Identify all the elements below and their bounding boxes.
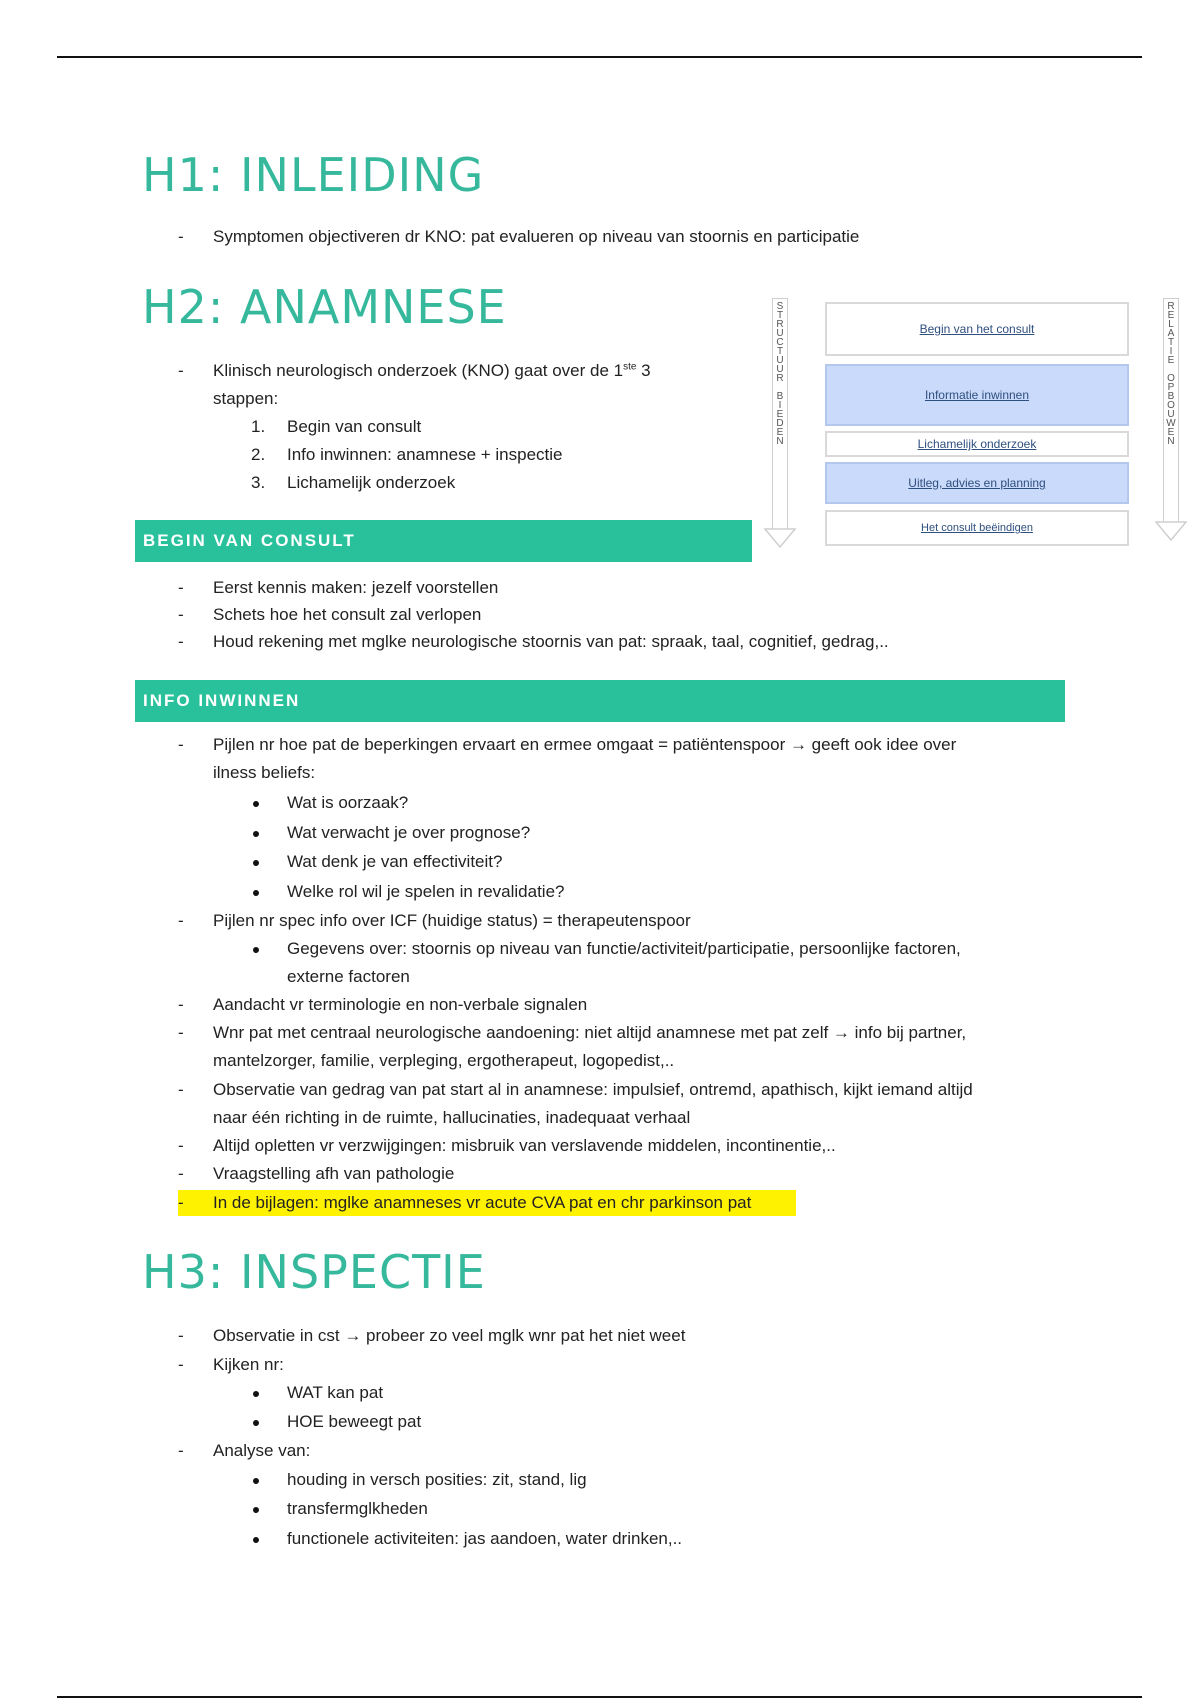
bullet-dash: -	[178, 227, 184, 246]
top-rule	[57, 56, 1142, 58]
info-bullet-cont: ilness beliefs:	[213, 763, 316, 782]
section-bar-begin-van-consult: BEGIN VAN CONSULT	[135, 520, 752, 562]
h2-intro-line2: stappen:	[213, 389, 279, 408]
bullet-dot	[253, 947, 259, 953]
bullet-dash: -	[178, 605, 184, 624]
info-subbullet: Gegevens over: stoornis op niveau van functie/activiteit/participatie, persoonlijke factoren,	[287, 939, 961, 958]
diagram-box-informatie: Informatie inwinnen	[825, 364, 1129, 426]
step-text: Info inwinnen: anamnese + inspectie	[287, 445, 563, 464]
bullet-dash: -	[178, 1326, 184, 1345]
bullet-dot	[253, 1478, 259, 1484]
info-subbullet-cont: externe factoren	[287, 967, 410, 986]
bullet-dash: -	[178, 1355, 184, 1374]
diagram-box-beeindigen: Het consult beëindigen	[825, 510, 1129, 546]
info-subbullet: Wat denk je van effectiviteit?	[287, 852, 503, 871]
bullet-dash: -	[178, 911, 184, 930]
bullet-dot	[253, 831, 259, 837]
consult-bullet: Eerst kennis maken: jezelf voorstellen	[213, 578, 499, 597]
heading-h3: H3: INSPECTIE	[142, 1245, 486, 1299]
info-bullet: Vraagstelling afh van pathologie	[213, 1164, 455, 1183]
inspectie-subbullet: houding in versch posities: zit, stand, lig	[287, 1470, 587, 1489]
diagram-box-begin: Begin van het consult	[825, 302, 1129, 356]
h2-intro-line1: Klinisch neurologisch onderzoek (KNO) gaat over de 1ste 3	[213, 361, 651, 380]
info-subbullet: Wat verwacht je over prognose?	[287, 823, 531, 842]
info-bullet-cont: naar één richting in de ruimte, hallucinaties, inadequaat verhaal	[213, 1108, 691, 1127]
heading-h2: H2: ANAMNESE	[142, 280, 507, 334]
relation-arrow-icon	[1155, 521, 1187, 541]
info-bullet: Altijd opletten vr verzwijgingen: misbruik van verslavende middelen, incontinentie,..	[213, 1136, 836, 1155]
bullet-dash: -	[178, 735, 184, 754]
info-bullet: Pijlen nr hoe pat de beperkingen ervaart en ermee omgaat = patiëntenspoor → geeft ook idee over	[213, 735, 957, 754]
info-bullet: Wnr pat met centraal neurologische aandoening: niet altijd anamnese met pat zelf → info bij partner,	[213, 1023, 967, 1042]
bullet-dot	[253, 860, 259, 866]
diagram-box-uitleg: Uitleg, advies en planning	[825, 462, 1129, 504]
inspectie-subbullet: transfermglkheden	[287, 1499, 428, 1518]
step-text: Lichamelijk onderzoek	[287, 473, 456, 492]
heading-h1: H1: INLEIDING	[142, 148, 485, 202]
bullet-dash: -	[178, 1023, 184, 1042]
bullet-dash: -	[178, 995, 184, 1014]
bullet-dash: -	[178, 361, 184, 380]
step-number: 2.	[251, 445, 266, 464]
bullet-dot	[253, 801, 259, 807]
bullet-dash: -	[178, 1193, 184, 1212]
structure-label: S T R U C T U U R B I E D E N	[772, 298, 788, 530]
relation-label: R E L A T I E O P B O U W E N	[1163, 298, 1179, 530]
bullet-dot	[253, 1420, 259, 1426]
bullet-dash: -	[178, 578, 184, 597]
bullet-dot	[253, 1391, 259, 1397]
section-bar-info-inwinnen: INFO INWINNEN	[135, 680, 1065, 722]
info-bullet-highlighted: In de bijlagen: mglke anamneses vr acute CVA pat en chr parkinson pat	[213, 1193, 752, 1212]
consult-bullet: Houd rekening met mglke neurologische stoornis van pat: spraak, taal, cognitief, gedrag,..	[213, 632, 889, 651]
structure-arrow-icon	[764, 528, 796, 548]
consult-bullet: Schets hoe het consult zal verlopen	[213, 605, 482, 624]
bottom-rule	[57, 1696, 1142, 1698]
diagram-box-lichamelijk: Lichamelijk onderzoek	[825, 431, 1129, 457]
inspectie-bullet: Analyse van:	[213, 1441, 311, 1460]
inspectie-bullet: Observatie in cst → probeer zo veel mglk wnr pat het niet weet	[213, 1326, 686, 1345]
bullet-dot	[253, 1537, 259, 1543]
inspectie-subbullet: WAT kan pat	[287, 1383, 384, 1402]
step-text: Begin van consult	[287, 417, 422, 436]
inspectie-bullet: Kijken nr:	[213, 1355, 284, 1374]
bullet-dash: -	[178, 632, 184, 651]
info-subbullet: Wat is oorzaak?	[287, 793, 409, 812]
bullet-dash: -	[178, 1136, 184, 1155]
info-bullet: Aandacht vr terminologie en non-verbale signalen	[213, 995, 588, 1014]
h1-bullet: Symptomen objectiveren dr KNO: pat evalueren op niveau van stoornis en participatie	[213, 227, 860, 246]
bullet-dash: -	[178, 1441, 184, 1460]
info-bullet: Observatie van gedrag van pat start al in anamnese: impulsief, ontremd, apathisch, kijkt iemand altijd	[213, 1080, 973, 1099]
step-number: 1.	[251, 417, 266, 436]
bullet-dash: -	[178, 1080, 184, 1099]
info-subbullet: Welke rol wil je spelen in revalidatie?	[287, 882, 565, 901]
bullet-dot	[253, 1507, 259, 1513]
step-number: 3.	[251, 473, 266, 492]
inspectie-subbullet: HOE beweegt pat	[287, 1412, 422, 1431]
info-bullet-cont: mantelzorger, familie, verpleging, ergotherapeut, logopedist,..	[213, 1051, 675, 1070]
bullet-dash: -	[178, 1164, 184, 1183]
info-bullet: Pijlen nr spec info over ICF (huidige status) = therapeutenspoor	[213, 911, 691, 930]
bullet-dot	[253, 890, 259, 896]
inspectie-subbullet: functionele activiteiten: jas aandoen, water drinken,..	[287, 1529, 683, 1548]
